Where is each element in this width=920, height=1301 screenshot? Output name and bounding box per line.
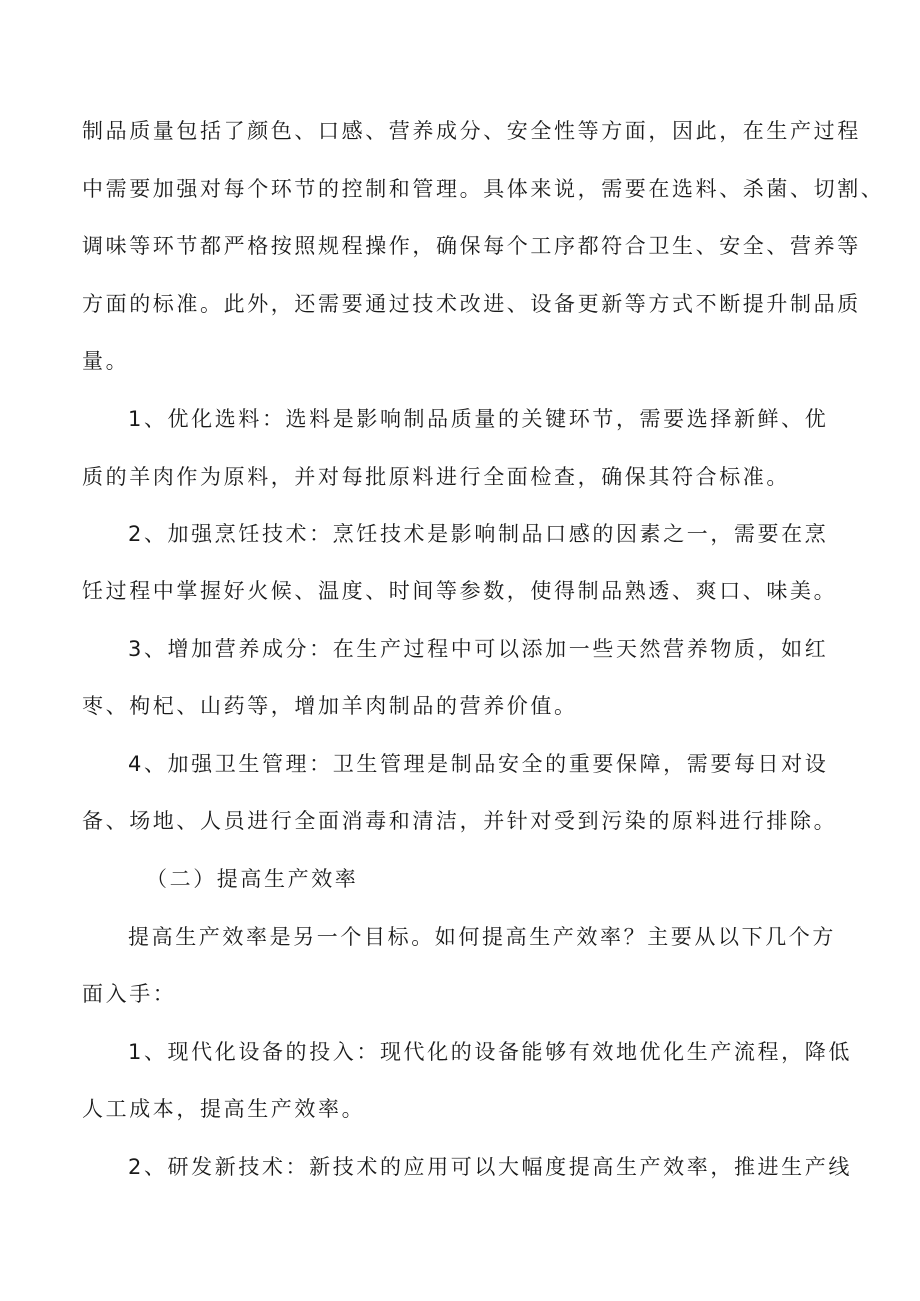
list-item-line: 1、现代化设备的投入：现代化的设备能够有效地优化生产流程，降低 (128, 1040, 852, 1064)
section-heading: （二）提高生产效率 (146, 867, 359, 891)
list-item-line: 2、研发新技术：新技术的应用可以大幅度提高生产效率，推进生产线 (128, 1155, 852, 1179)
paragraph-line: 中需要加强对每个环节的控制和管理。具体来说，需要在选料、杀菌、切割、 (82, 177, 885, 201)
paragraph-line: 方面的标准。此外，还需要通过技术改进、设备更新等方式不断提升制品质 (82, 292, 861, 316)
list-item-line: 3、增加营养成分：在生产过程中可以添加一些天然营养物质，如红 (128, 637, 829, 661)
paragraph-line: 制品质量包括了颜色、口感、营养成分、安全性等方面，因此，在生产过程 (82, 119, 861, 143)
paragraph-line: 调味等环节都严格按照规程操作，确保每个工序都符合卫生、安全、营养等 (82, 234, 861, 258)
list-item-line: 1、优化选料：选料是影响制品质量的关键环节，需要选择新鲜、优 (128, 407, 829, 431)
list-item-line: 备、场地、人员进行全面消毒和清洁，并针对受到污染的原料进行排除。 (82, 809, 838, 833)
list-item-line: 枣、枸杞、山药等，增加羊肉制品的营养价值。 (82, 694, 578, 718)
list-item-line: 2、加强烹饪技术：烹饪技术是影响制品口感的因素之一，需要在烹 (128, 522, 829, 546)
list-item-line: 饪过程中掌握好火候、温度、时间等参数，使得制品熟透、爽口、味美。 (82, 579, 838, 603)
list-item-line: 人工成本，提高生产效率。 (82, 1097, 366, 1121)
paragraph-line: 量。 (82, 349, 130, 373)
list-item-line: 4、加强卫生管理：卫生管理是制品安全的重要保障，需要每日对设 (128, 752, 829, 776)
list-item-line: 质的羊肉作为原料，并对每批原料进行全面检查，确保其符合标准。 (82, 465, 790, 489)
paragraph-line: 提高生产效率是另一个目标。如何提高生产效率？主要从以下几个方 (128, 925, 836, 949)
paragraph-line: 面入手： (82, 982, 177, 1006)
